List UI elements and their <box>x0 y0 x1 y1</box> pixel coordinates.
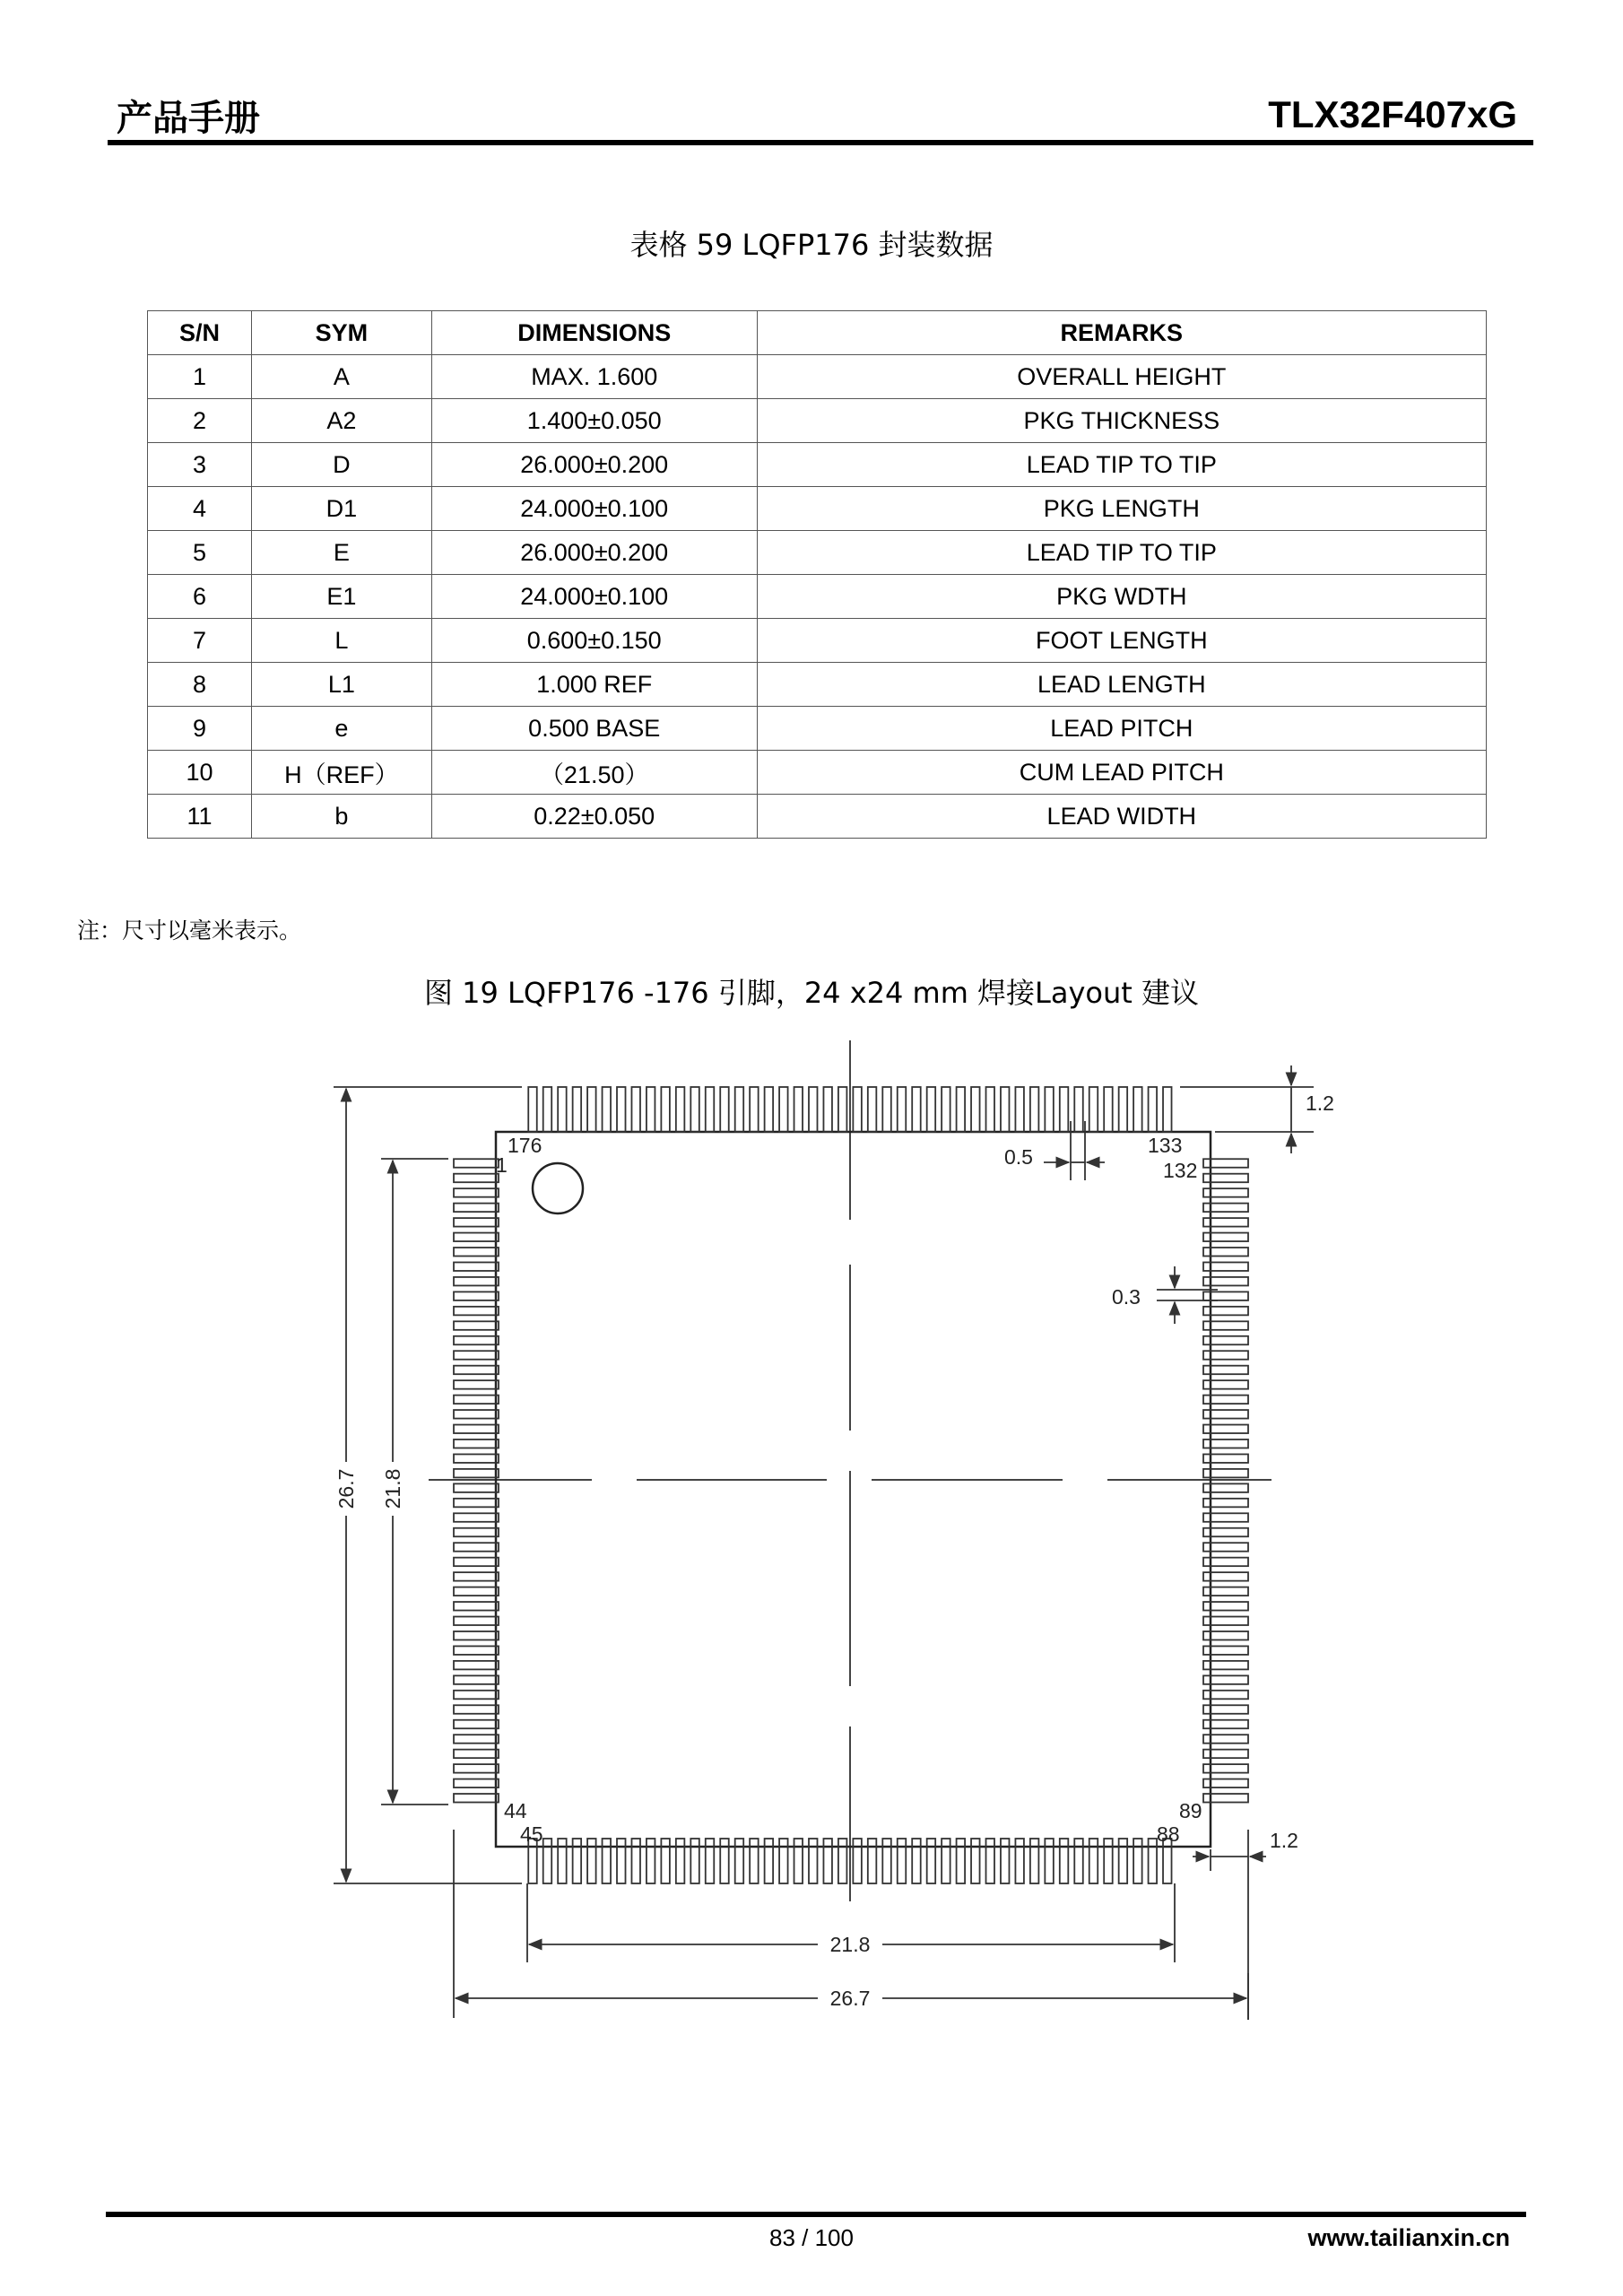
bottom-pad <box>823 1839 832 1883</box>
left-pad <box>454 1469 499 1478</box>
top-pad <box>750 1087 759 1132</box>
cell-remarks: LEAD PITCH <box>757 707 1486 751</box>
cell-remarks: PKG THICKNESS <box>757 399 1486 443</box>
top-pad <box>1001 1087 1010 1132</box>
top-pad <box>971 1087 980 1132</box>
left-pad <box>454 1499 499 1508</box>
left-pad <box>454 1396 499 1405</box>
top-pad-length-label: 1.2 <box>1306 1091 1334 1115</box>
pin-133-label: 133 <box>1148 1134 1183 1157</box>
top-pad <box>720 1087 729 1132</box>
left-pad <box>454 1572 499 1581</box>
cell-dimensions: 0.600±0.150 <box>431 619 757 663</box>
left-pad <box>454 1233 499 1242</box>
left-pad <box>454 1218 499 1227</box>
bottom-pad <box>1074 1839 1083 1883</box>
cell-sn: 5 <box>148 531 252 575</box>
cell-dimensions: 26.000±0.200 <box>431 531 757 575</box>
top-pad <box>1133 1087 1142 1132</box>
bottom-pad <box>603 1839 612 1883</box>
top-pad <box>661 1087 670 1132</box>
top-pad <box>838 1087 847 1132</box>
bottom-pad <box>868 1839 877 1883</box>
left-pad <box>454 1750 499 1759</box>
cell-remarks: OVERALL HEIGHT <box>757 355 1486 399</box>
left-pad <box>454 1675 499 1684</box>
cell-dimensions: （21.50） <box>431 751 757 795</box>
cell-sn: 3 <box>148 443 252 487</box>
left-pad <box>454 1513 499 1522</box>
cell-remarks: PKG LENGTH <box>757 487 1486 531</box>
top-pad <box>794 1087 803 1132</box>
bottom-pad <box>543 1839 552 1883</box>
document-title: 产品手册 <box>117 98 260 139</box>
top-pad <box>1074 1087 1083 1132</box>
top-pad <box>690 1087 699 1132</box>
bottom-pad <box>1030 1839 1039 1883</box>
top-pad <box>587 1087 596 1132</box>
top-pad <box>942 1087 950 1132</box>
top-pad <box>1045 1087 1054 1132</box>
bottom-pad <box>838 1839 847 1883</box>
left-pad <box>454 1248 499 1257</box>
cell-sym: b <box>251 795 431 839</box>
top-pad <box>676 1087 685 1132</box>
left-pad <box>454 1646 499 1655</box>
left-pad <box>454 1779 499 1788</box>
cell-sym: D <box>251 443 431 487</box>
top-pad <box>528 1087 537 1132</box>
left-pad <box>454 1691 499 1700</box>
bottom-pad <box>898 1839 907 1883</box>
cell-sn: 8 <box>148 663 252 707</box>
top-pad <box>957 1087 966 1132</box>
cell-sym: L <box>251 619 431 663</box>
cell-sym: D1 <box>251 487 431 531</box>
cell-dimensions: 0.22±0.050 <box>431 795 757 839</box>
top-pad <box>823 1087 832 1132</box>
cell-dimensions: 24.000±0.100 <box>431 575 757 619</box>
top-pad <box>617 1087 626 1132</box>
cell-remarks: LEAD LENGTH <box>757 663 1486 707</box>
cell-remarks: PKG WDTH <box>757 575 1486 619</box>
left-pad <box>454 1204 499 1213</box>
top-pad <box>1163 1087 1172 1132</box>
bottom-pad <box>809 1839 818 1883</box>
bottom-pad <box>631 1839 640 1883</box>
left-pad <box>454 1631 499 1640</box>
cell-dimensions: MAX. 1.600 <box>431 355 757 399</box>
bottom-pad <box>735 1839 744 1883</box>
top-pad <box>647 1087 655 1132</box>
bottom-pad <box>1060 1839 1069 1883</box>
figure-caption: 图 19 LQFP176 -176 引脚，24 x24 mm 焊接Layout 建议 <box>423 976 1200 1010</box>
pin-88-label: 88 <box>1157 1822 1180 1846</box>
bottom-pad <box>1001 1839 1010 1883</box>
top-pad <box>735 1087 744 1132</box>
top-pad <box>912 1087 920 1132</box>
top-pad <box>1060 1087 1069 1132</box>
bottom-pad <box>1045 1839 1054 1883</box>
pin-44-label: 44 <box>504 1799 527 1822</box>
left-pad <box>454 1351 499 1360</box>
cell-sym: A <box>251 355 431 399</box>
pad-pitch-label: 0.5 <box>1004 1145 1033 1169</box>
bottom-pad <box>986 1839 995 1883</box>
top-pad <box>603 1087 612 1132</box>
top-pad <box>779 1087 788 1132</box>
cell-sn: 7 <box>148 619 252 663</box>
bottom-pad <box>912 1839 920 1883</box>
bottom-pad <box>647 1839 655 1883</box>
left-pad <box>454 1410 499 1419</box>
cell-sn: 1 <box>148 355 252 399</box>
column-header-remarks: REMARKS <box>757 311 1486 355</box>
cell-sn: 6 <box>148 575 252 619</box>
top-pad <box>1149 1087 1158 1132</box>
bottom-pad <box>794 1839 803 1883</box>
bottom-pad <box>765 1839 774 1883</box>
outer-width-label: 26.7 <box>829 1987 871 2010</box>
top-pad <box>868 1087 877 1132</box>
center-lines <box>429 1040 1271 1901</box>
bottom-pad <box>942 1839 950 1883</box>
bottom-pad <box>587 1839 596 1883</box>
left-pad <box>454 1794 499 1803</box>
cell-remarks: FOOT LENGTH <box>757 619 1486 663</box>
top-pad <box>558 1087 567 1132</box>
part-number: TLX32F407xG <box>1268 93 1517 135</box>
bottom-pad <box>1133 1839 1142 1883</box>
left-pad <box>454 1617 499 1626</box>
column-header-sn: S/N <box>148 311 252 355</box>
pin-176-label: 176 <box>508 1134 542 1157</box>
top-pad <box>765 1087 774 1132</box>
top-pad <box>986 1087 995 1132</box>
bottom-pad <box>676 1839 685 1883</box>
top-pad <box>809 1087 818 1132</box>
bottom-pad <box>573 1839 582 1883</box>
left-pad <box>454 1174 499 1183</box>
left-pad <box>454 1764 499 1773</box>
bottom-pad <box>957 1839 966 1883</box>
left-pad <box>454 1483 499 1492</box>
left-pad <box>454 1366 499 1375</box>
cell-remarks: LEAD TIP TO TIP <box>757 531 1486 575</box>
cell-sym: E <box>251 531 431 575</box>
left-pad <box>454 1439 499 1448</box>
cell-sn: 4 <box>148 487 252 531</box>
cell-sym: e <box>251 707 431 751</box>
left-pad <box>454 1720 499 1729</box>
cell-dimensions: 26.000±0.200 <box>431 443 757 487</box>
top-pad <box>1104 1087 1113 1132</box>
cell-sn: 2 <box>148 399 252 443</box>
left-pad <box>454 1159 499 1168</box>
cell-remarks: LEAD WIDTH <box>757 795 1486 839</box>
package-body <box>496 1132 1211 1847</box>
top-pad <box>1119 1087 1128 1132</box>
top-pad <box>631 1087 640 1132</box>
top-pad <box>853 1087 862 1132</box>
bottom-pad <box>971 1839 980 1883</box>
top-pad <box>1030 1087 1039 1132</box>
top-pad <box>898 1087 907 1132</box>
left-pad <box>454 1380 499 1389</box>
right-pad-length-label: 1.2 <box>1270 1829 1298 1852</box>
cell-sn: 11 <box>148 795 252 839</box>
inner-width-label: 21.8 <box>829 1933 871 1956</box>
top-pad <box>1015 1087 1024 1132</box>
outer-height-label: 26.7 <box>334 1468 358 1509</box>
bottom-pad <box>720 1839 729 1883</box>
cell-remarks: CUM LEAD PITCH <box>757 751 1486 795</box>
bottom-pad <box>1089 1839 1098 1883</box>
bottom-pad <box>617 1839 626 1883</box>
pin-132-label: 132 <box>1163 1159 1198 1182</box>
cell-dimensions: 0.500 BASE <box>431 707 757 751</box>
top-pad <box>573 1087 582 1132</box>
top-pad <box>1089 1087 1098 1132</box>
left-pad <box>454 1587 499 1596</box>
left-pad <box>454 1262 499 1271</box>
top-pad <box>543 1087 552 1132</box>
top-pad <box>706 1087 715 1132</box>
units-note: 注：尺寸以毫米表示。 <box>77 918 302 944</box>
bottom-pad <box>1119 1839 1128 1883</box>
cell-sym: H（REF） <box>251 751 431 795</box>
bottom-pad <box>661 1839 670 1883</box>
pin1-marker-circle <box>533 1163 583 1213</box>
left-pad <box>454 1661 499 1670</box>
pad-width-label: 0.3 <box>1112 1285 1141 1309</box>
page-number: 83 / 100 <box>769 2224 854 2251</box>
pin-89-label: 89 <box>1179 1799 1202 1822</box>
bottom-pad <box>927 1839 936 1883</box>
cell-dimensions: 1.400±0.050 <box>431 399 757 443</box>
inner-height-label: 21.8 <box>381 1468 404 1509</box>
left-pad <box>454 1735 499 1744</box>
left-pad <box>454 1425 499 1434</box>
left-pad <box>454 1705 499 1714</box>
cell-sn: 9 <box>148 707 252 751</box>
bottom-pad <box>1104 1839 1113 1883</box>
bottom-pad <box>558 1839 567 1883</box>
website-url: www.tailianxin.cn <box>1307 2224 1510 2251</box>
left-pad <box>454 1454 499 1463</box>
cell-remarks: LEAD TIP TO TIP <box>757 443 1486 487</box>
footer-rule <box>106 2212 1526 2217</box>
left-pad <box>454 1602 499 1611</box>
column-header-sym: SYM <box>251 311 431 355</box>
left-pad <box>454 1307 499 1316</box>
left-pad <box>454 1292 499 1300</box>
left-pad <box>454 1543 499 1552</box>
bottom-pad <box>853 1839 862 1883</box>
bottom-pad <box>779 1839 788 1883</box>
left-pad <box>454 1321 499 1330</box>
left-pad <box>454 1277 499 1286</box>
pin-45-label: 45 <box>520 1822 543 1846</box>
left-pad <box>454 1188 499 1197</box>
column-header-dimensions: DIMENSIONS <box>431 311 757 355</box>
left-pad <box>454 1528 499 1537</box>
left-pad <box>454 1336 499 1345</box>
bottom-pad <box>706 1839 715 1883</box>
cell-dimensions: 24.000±0.100 <box>431 487 757 531</box>
cell-sn: 10 <box>148 751 252 795</box>
top-pad <box>882 1087 891 1132</box>
top-pad <box>927 1087 936 1132</box>
cell-dimensions: 1.000 REF <box>431 663 757 707</box>
table-caption: 表格 59 LQFP176 封装数据 <box>629 228 994 262</box>
bottom-pad <box>750 1839 759 1883</box>
cell-sym: A2 <box>251 399 431 443</box>
bottom-pad <box>690 1839 699 1883</box>
bottom-pad <box>1015 1839 1024 1883</box>
cell-sym: L1 <box>251 663 431 707</box>
pin-1-label: 1 <box>496 1153 508 1177</box>
cell-sym: E1 <box>251 575 431 619</box>
bottom-pad <box>882 1839 891 1883</box>
left-pad <box>454 1558 499 1567</box>
bottom-pad <box>1149 1839 1158 1883</box>
